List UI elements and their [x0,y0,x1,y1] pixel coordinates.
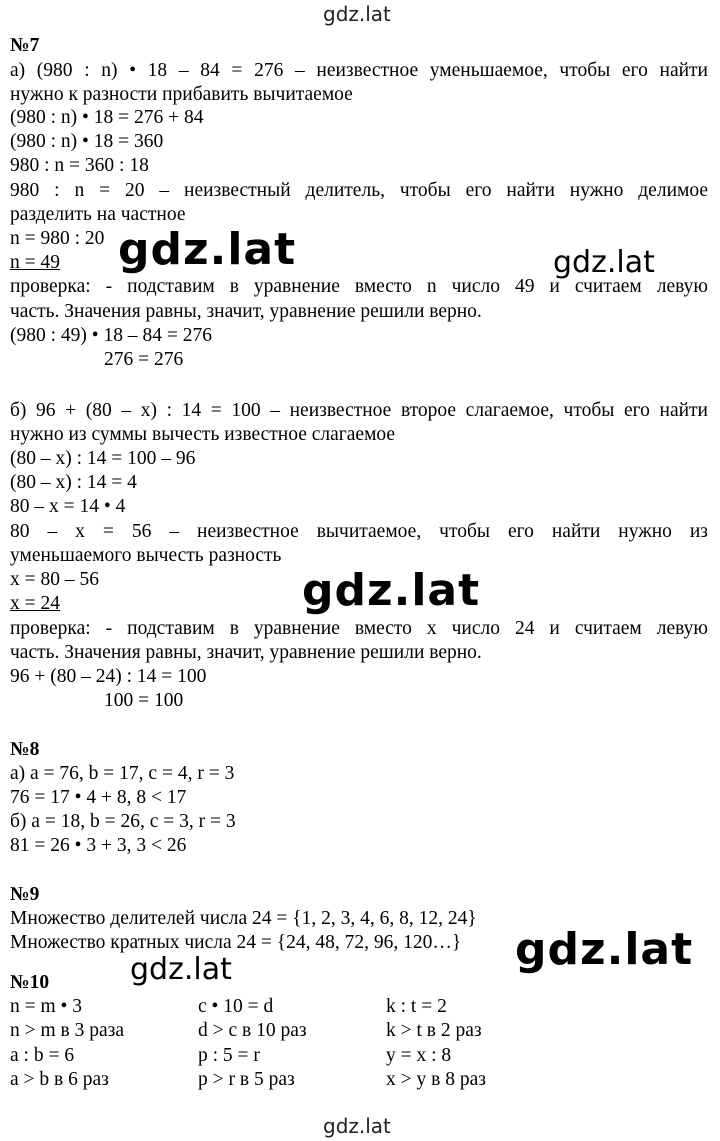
task7-b-check1: проверка: - подставим в уравнение вместо x число 24 и считаем левую [10,618,708,639]
task7-b-step4a: 80 – x = 56 – неизвестное вычитаемое, чтобы его найти нужно из [10,521,708,542]
task7-a-step2: (980 : n) • 18 = 360 [10,131,164,152]
task9-line2: Множество кратных числа 24 = {24, 48, 72, 96, 120…} [10,932,462,953]
task10-cell: a : b = 6 [10,1045,75,1066]
task8-a1: а) a = 76, b = 17, c = 4, r = 3 [10,763,235,784]
task7-b-line1: б) 96 + (80 – x) : 14 = 100 – неизвестное второе слагаемое, чтобы его найти [10,400,708,421]
task8-b2: 81 = 26 • 3 + 3, 3 < 26 [10,835,187,856]
task10-cell: k : t = 2 [386,996,447,1017]
watermark-bottom: gdz.lat [323,1114,391,1138]
task7-heading: №7 [10,35,40,56]
task8-a2: 76 = 17 • 4 + 8, 8 < 17 [10,787,187,808]
task7-b-answer: x = 24 [10,593,60,614]
task10-cell: p > r в 5 раз [198,1069,295,1090]
task7-a-check1: проверка: - подставим в уравнение вместо n число 49 и считаем левую [10,276,708,297]
task10-cell: p : 5 = r [198,1045,260,1066]
task9-line1: Множество делителей числа 24 = {1, 2, 3, 4, 6, 8, 12, 24} [10,908,477,929]
task10-heading: №10 [10,972,50,993]
task8-heading: №8 [10,739,40,760]
task7-b-check2: часть. Значения равны, значит, уравнение решили верно. [10,642,482,663]
task7-b-line2: нужно из суммы вычесть известное слагаемое [10,424,396,445]
watermark-big: gdz.lat [118,224,297,275]
task8-b1: б) a = 18, b = 26, c = 3, r = 3 [10,811,236,832]
task7-a-step5: n = 980 : 20 [10,228,105,249]
task7-a-step1: (980 : n) • 18 = 276 + 84 [10,107,204,128]
task7-a-check3: (980 : 49) • 18 – 84 = 276 [10,325,212,346]
task7-a-line1: а) (980 : n) • 18 – 84 = 276 – неизвестное уменьшаемое, чтобы его найти [10,60,708,81]
task7-a-line2: нужно к разности прибавить вычитаемое [10,84,353,105]
task10-cell: a > b в 6 раз [10,1069,109,1090]
task10-cell: y = x : 8 [386,1045,452,1066]
watermark-big: gdz.lat [515,924,694,975]
watermark-big: gdz.lat [302,565,481,616]
task7-a-step4b: разделить на частное [10,204,186,225]
task7-b-check3: 96 + (80 – 24) : 14 = 100 [10,666,207,687]
task7-a-step4a: 980 : n = 20 – неизвестный делитель, чтобы его найти нужно делимое [10,180,708,201]
task10-cell: d > c в 10 раз [198,1020,307,1041]
task7-a-check2: часть. Значения равны, значит, уравнение решили верно. [10,301,482,322]
task7-a-answer: n = 49 [10,252,60,273]
task10-cell: k > t в 2 раз [386,1020,482,1041]
task7-b-step3: 80 – x = 14 • 4 [10,496,126,517]
watermark-top: gdz.lat [323,2,391,26]
task9-heading: №9 [10,884,40,905]
task7-b-step1: (80 – x) : 14 = 100 – 96 [10,448,196,469]
task7-b-check4: 100 = 100 [104,690,184,711]
task10-cell: c • 10 = d [198,996,274,1017]
task7-a-check4: 276 = 276 [104,349,184,370]
task7-b-step5: x = 80 – 56 [10,569,99,590]
task10-cell: n = m • 3 [10,996,82,1017]
task7-a-step3: 980 : n = 360 : 18 [10,155,149,176]
watermark-mid: gdz.lat [130,952,232,987]
task10-cell: x > y в 8 раз [386,1069,486,1090]
task7-b-step4b: уменьшаемого вычесть разность [10,545,282,566]
task7-b-step2: (80 – x) : 14 = 4 [10,472,137,493]
watermark-mid: gdz.lat [553,245,655,280]
task10-cell: n > m в 3 раза [10,1020,125,1041]
